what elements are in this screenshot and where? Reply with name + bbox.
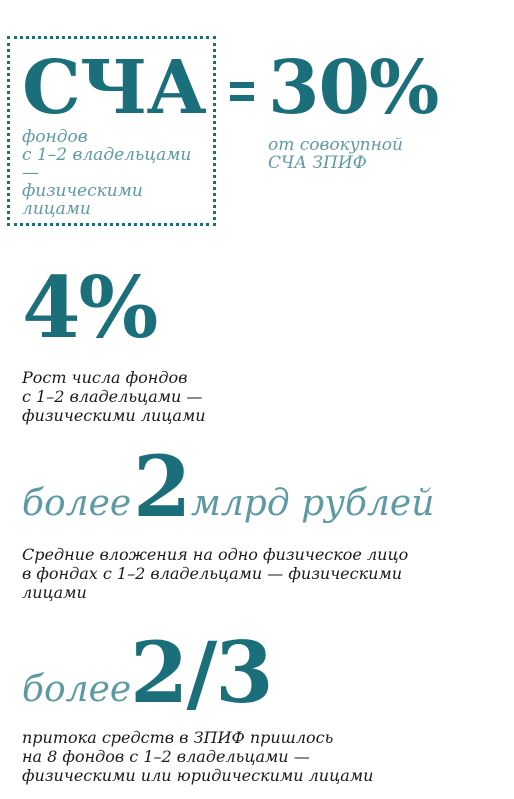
sca-title: СЧА	[22, 45, 206, 131]
inflow-value: 2/3	[130, 623, 272, 722]
growth-caption: Рост числа фондов с 1–2 владельцами — физическими лицами	[22, 368, 206, 425]
growth-percent: 4%	[22, 258, 157, 357]
equals-sign	[230, 82, 254, 106]
sca-caption: фондов с 1–2 владельцами — физическими лицами	[22, 127, 192, 219]
share-percent: 30%	[268, 45, 439, 131]
share-caption: от совокупной СЧА ЗПИФ	[268, 135, 403, 173]
investment-unit: млрд рублей	[191, 483, 435, 524]
investment-caption: Средние вложения на одно физическое лицо в фондах с 1–2 владельцами — физическими лицами	[22, 545, 409, 602]
inflow-caption: притока средств в ЗПИФ пришлось на 8 фондов с 1–2 владельцами — физическими или юридическими лицами	[22, 728, 374, 785]
investment-value: 2	[133, 437, 190, 536]
inflow-prefix: более	[22, 669, 132, 710]
investment-prefix: более	[22, 483, 132, 524]
